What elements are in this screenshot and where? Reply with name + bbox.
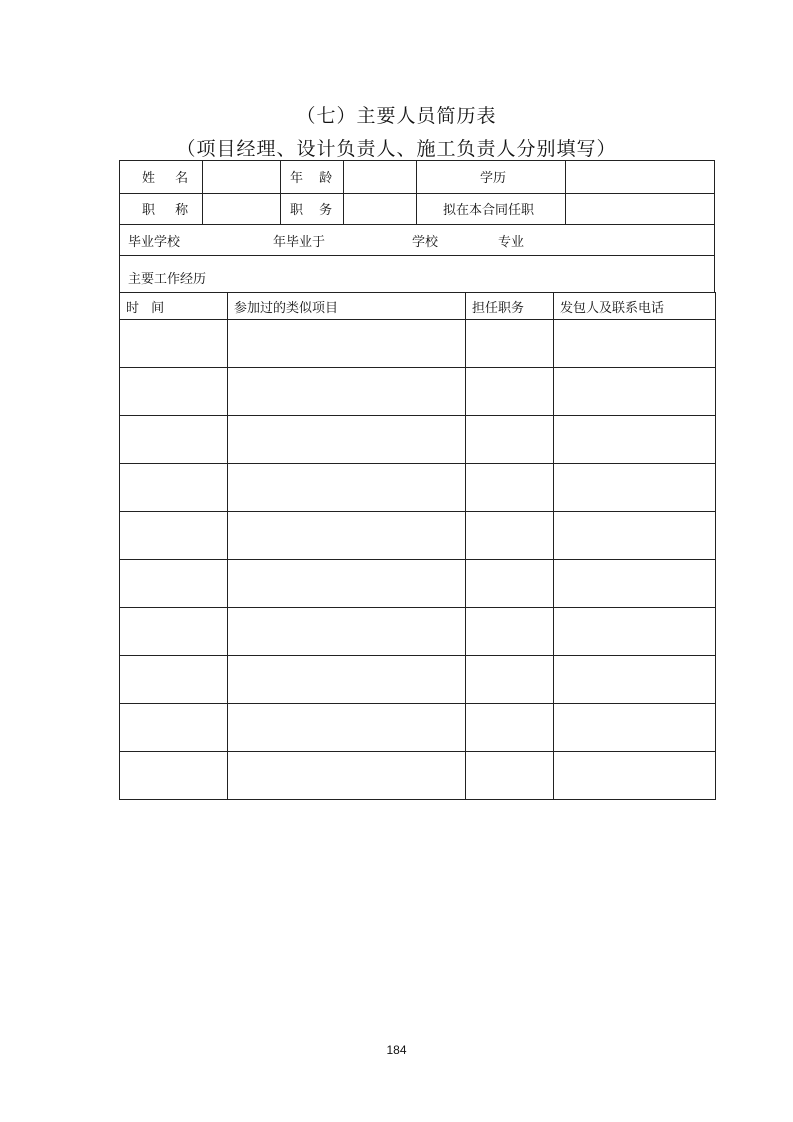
- table-cell[interactable]: [228, 368, 466, 416]
- table-cell[interactable]: [554, 368, 716, 416]
- table-cell[interactable]: [554, 320, 716, 368]
- table-cell[interactable]: [466, 608, 554, 656]
- table-cell[interactable]: [120, 416, 228, 464]
- graduated-year-text: 年毕业于: [273, 235, 326, 250]
- table-row: [120, 368, 716, 416]
- table-cell[interactable]: [120, 368, 228, 416]
- table-cell[interactable]: [554, 560, 716, 608]
- table-row: [120, 416, 716, 464]
- table-row: [120, 560, 716, 608]
- table-cell[interactable]: [466, 656, 554, 704]
- table-cell[interactable]: [120, 464, 228, 512]
- column-header-employer-contact: 发包人及联系电话: [554, 293, 716, 320]
- table-cell[interactable]: [120, 704, 228, 752]
- column-header-project: 参加过的类似项目: [228, 293, 466, 320]
- page-title: （七）主要人员简历表: [296, 105, 497, 127]
- table-cell[interactable]: [228, 608, 466, 656]
- table-cell[interactable]: [120, 560, 228, 608]
- table-cell[interactable]: [466, 368, 554, 416]
- column-divider: [565, 161, 566, 224]
- table-cell[interactable]: [466, 464, 554, 512]
- table-cell[interactable]: [228, 560, 466, 608]
- table-cell[interactable]: [228, 752, 466, 800]
- column-divider: [280, 161, 281, 224]
- table-cell[interactable]: [554, 704, 716, 752]
- table-cell[interactable]: [228, 416, 466, 464]
- table-cell[interactable]: [120, 656, 228, 704]
- major-text: 专业: [498, 235, 525, 250]
- table-row: [120, 752, 716, 800]
- title-label: 职 称: [142, 203, 197, 218]
- table-cell[interactable]: [466, 704, 554, 752]
- table-cell[interactable]: [466, 512, 554, 560]
- table-cell[interactable]: [554, 656, 716, 704]
- table-cell[interactable]: [120, 320, 228, 368]
- column-divider: [202, 161, 203, 224]
- graduated-school-label: 毕业学校: [128, 235, 181, 250]
- table-row: [120, 320, 716, 368]
- age-label: 年 龄: [290, 171, 339, 186]
- table-cell[interactable]: [466, 416, 554, 464]
- table-cell[interactable]: [466, 560, 554, 608]
- work-experience-header: [119, 256, 715, 292]
- table-cell[interactable]: [554, 416, 716, 464]
- table-row: [120, 608, 716, 656]
- work-experience-label: 主要工作经历: [128, 272, 207, 287]
- table-cell[interactable]: [228, 512, 466, 560]
- table-row: [120, 464, 716, 512]
- table-cell[interactable]: [466, 320, 554, 368]
- table-row: [120, 656, 716, 704]
- page-number: 184: [386, 1043, 407, 1057]
- table-row: [120, 704, 716, 752]
- table-cell[interactable]: [554, 608, 716, 656]
- column-header-time: 时 间: [120, 293, 228, 320]
- table-cell[interactable]: [554, 512, 716, 560]
- education-label: 学历: [480, 171, 507, 186]
- table-cell[interactable]: [228, 320, 466, 368]
- position-label: 职 务: [290, 203, 339, 218]
- table-cell[interactable]: [228, 464, 466, 512]
- row-divider: [120, 193, 714, 194]
- page-subtitle: （项目经理、设计负责人、施工负责人分别填写）: [176, 138, 617, 160]
- table-cell[interactable]: [228, 704, 466, 752]
- table-cell[interactable]: [120, 512, 228, 560]
- table-cell[interactable]: [120, 608, 228, 656]
- table-cell[interactable]: [228, 656, 466, 704]
- table-cell[interactable]: [466, 752, 554, 800]
- work-experience-table: [119, 292, 716, 800]
- column-header-role: 担任职务: [466, 293, 554, 320]
- table-cell[interactable]: [554, 752, 716, 800]
- table-cell[interactable]: [120, 752, 228, 800]
- row-divider: [120, 224, 714, 225]
- school-text: 学校: [412, 235, 439, 250]
- column-divider: [343, 161, 344, 224]
- name-label: 姓 名: [142, 171, 197, 186]
- table-header-row: [120, 293, 716, 320]
- basic-info-section: [119, 160, 715, 256]
- table-row: [120, 512, 716, 560]
- proposed-role-label: 拟在本合同任职: [443, 203, 535, 218]
- table-cell[interactable]: [554, 464, 716, 512]
- column-divider: [416, 161, 417, 224]
